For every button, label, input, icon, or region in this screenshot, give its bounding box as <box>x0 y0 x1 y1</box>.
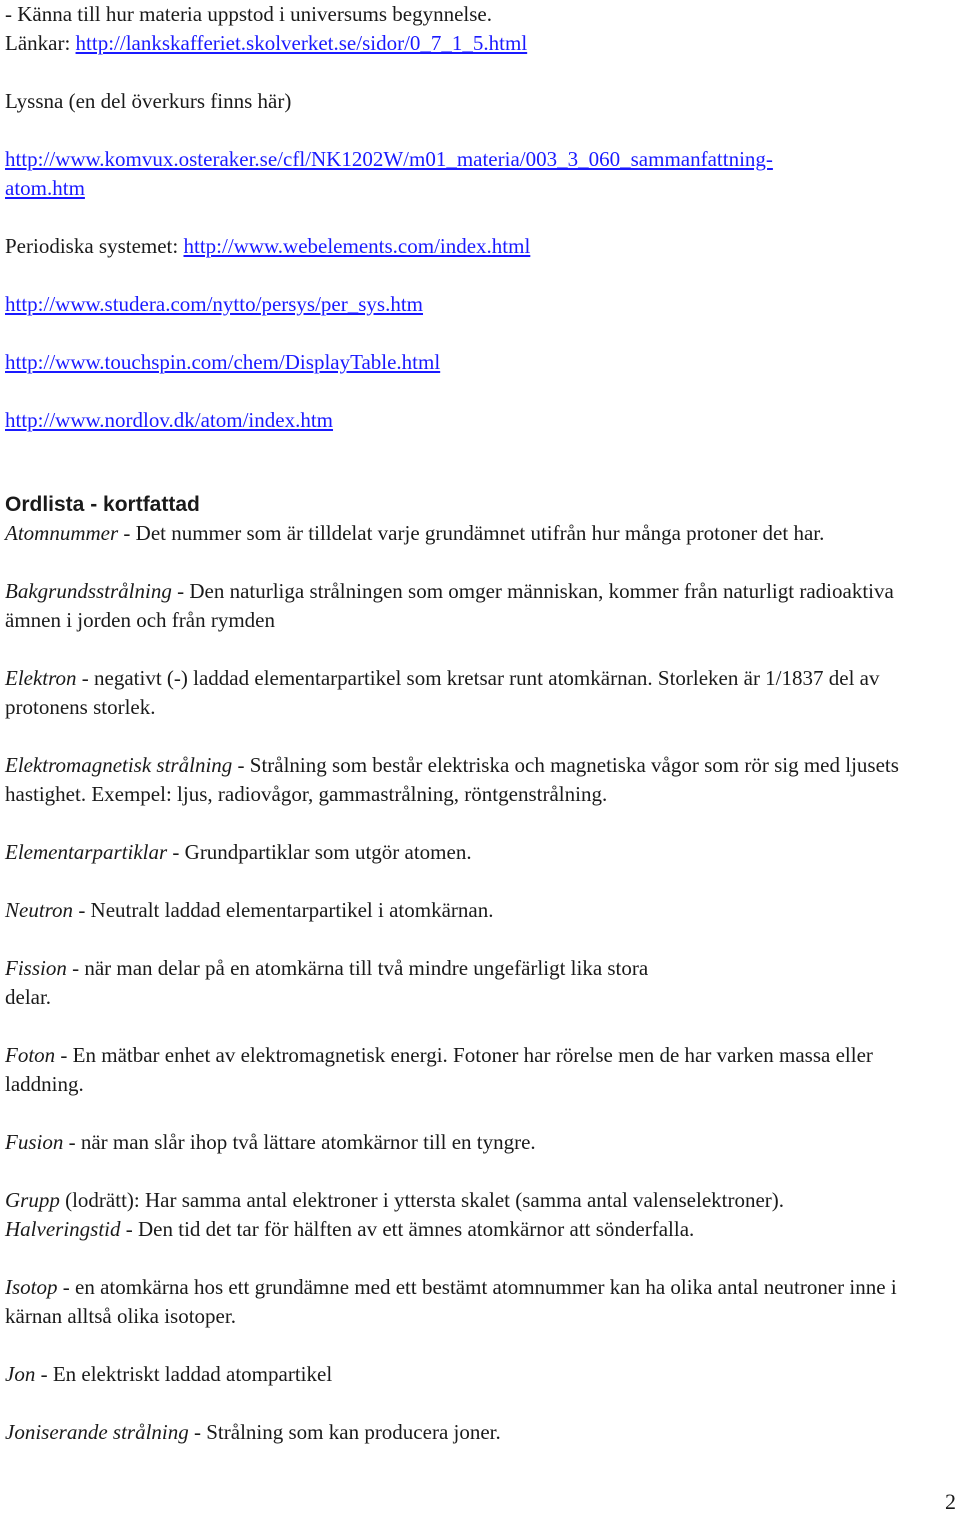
glossary-definition: - Neutralt laddad elementarpartikel i atomkärnan. <box>73 898 494 922</box>
link-nordlov[interactable]: http://www.nordlov.dk/atom/index.htm <box>5 408 334 432</box>
link-komvux-cont[interactable]: atom.htm <box>5 176 85 200</box>
glossary-term: Halveringstid <box>5 1217 121 1241</box>
glossary-entry-isotop <box>5 1273 955 1331</box>
glossary-definition: - Den naturliga strålningen som omger människan, kommer från naturligt radioaktiva ämnen i jorden och från rymden <box>5 579 894 632</box>
glossary-entry-jon <box>5 1360 955 1389</box>
glossary-term: Jon <box>5 1362 36 1386</box>
glossary-entry-fission <box>5 954 955 1012</box>
glossary-term: Joniserande strålning <box>5 1420 189 1444</box>
nordlov-link-line <box>5 406 955 435</box>
glossary-term: Foton <box>5 1043 56 1067</box>
glossary-term: Atomnummer <box>5 521 119 545</box>
link-touchspin[interactable]: http://www.touchspin.com/chem/DisplayTable.html <box>5 350 441 374</box>
glossary-entry-atomnummer <box>5 519 955 548</box>
glossary-definition: - Strålning som kan producera joner. <box>188 1420 501 1444</box>
glossary-term: Fission <box>5 956 67 980</box>
glossary-definition: - en atomkärna hos ett grundämne med ett bestämt atomnummer kan ha olika antal neutroner inne i kärnan alltså olika isotoper. <box>5 1275 897 1328</box>
glossary-definition: - Strålning som består elektriska och magnetiska vågor som rör sig med ljusets hastighet. Exempel: ljus, radiovågor, gammastrålning, röntgenstrålning. <box>5 753 899 806</box>
glossary-definition: - när man slår ihop två lättare atomkärnor till en tyngre. <box>63 1130 536 1154</box>
glossary-definition: (lodrätt): Har samma antal elektroner i yttersta skalet (samma antal valenselektroner). <box>59 1188 785 1212</box>
glossary-entry-bakgrundsstralning <box>5 577 955 635</box>
listen-line: Lyssna (en del överkurs finns här) <box>5 89 292 113</box>
periodic-label: Periodiska systemet: <box>5 234 179 258</box>
glossary-definition: - En elektriskt laddad atompartikel <box>35 1362 333 1386</box>
glossary-term: Elektromagnetisk strålning <box>5 753 233 777</box>
glossary-entry-foton <box>5 1041 955 1099</box>
glossary-heading: Ordlista - kortfattad <box>5 493 200 516</box>
link-webelements[interactable]: http://www.webelements.com/index.html <box>183 234 531 258</box>
page-number: 2 <box>945 1489 956 1514</box>
glossary-definition: - En mätbar enhet av elektromagnetisk energi. Fotoner har rörelse men de har varken massa eller laddning. <box>5 1043 873 1096</box>
periodic-line <box>5 232 955 261</box>
glossary-term: Neutron <box>5 898 74 922</box>
studera-link-line <box>5 290 955 319</box>
link-komvux[interactable]: http://www.komvux.osteraker.se/cfl/NK1202W/m01_materia/003_3_060_sammanfattning- <box>5 147 773 171</box>
glossary-entry-halveringstid <box>5 1215 955 1244</box>
touchspin-link-line <box>5 348 955 377</box>
glossary-definition: - negativt (-) laddad elementarpartikel som kretsar runt atomkärnan. Storleken är 1/1837 del av protonens storlek. <box>5 666 880 719</box>
glossary-definition: - när man delar på en atomkärna till två mindre ungefärligt lika stora <box>66 956 649 980</box>
glossary-entry-grupp <box>5 1186 955 1215</box>
link-lankskafferiet[interactable]: http://lankskafferiet.skolverket.se/sidor/0_7_1_5.html <box>75 31 528 55</box>
glossary-term: Elementarpartiklar <box>5 840 168 864</box>
glossary-term: Fusion <box>5 1130 64 1154</box>
glossary-entry-fusion <box>5 1128 955 1157</box>
glossary-entry-elektron <box>5 664 955 722</box>
glossary-definition-cont: delar. <box>5 985 52 1009</box>
glossary-definition: - Det nummer som är tilldelat varje grundämnet utifrån hur många protoner det har. <box>118 521 825 545</box>
glossary-term: Elektron <box>5 666 77 690</box>
glossary-entry-elektromagnetisk-stralning <box>5 751 955 809</box>
intro-line: - Känna till hur materia uppstod i universums begynnelse. <box>5 2 492 26</box>
links-label: Länkar: <box>5 31 71 55</box>
glossary-term: Isotop <box>5 1275 58 1299</box>
links-line <box>5 29 955 58</box>
glossary-entry-joniserande-stralning <box>5 1418 955 1447</box>
glossary-entry-elementarpartiklar <box>5 838 955 867</box>
glossary-definition: - Den tid det tar för hälften av ett ämnes atomkärnor att sönderfalla. <box>120 1217 695 1241</box>
document-page <box>5 0 955 1447</box>
glossary-definition: - Grundpartiklar som utgör atomen. <box>167 840 472 864</box>
link-studera[interactable]: http://www.studera.com/nytto/persys/per_sys.htm <box>5 292 424 316</box>
komvux-link-line <box>5 145 955 203</box>
glossary-entry-neutron <box>5 896 955 925</box>
glossary-term: Bakgrundsstrålning <box>5 579 172 603</box>
glossary-term: Grupp <box>5 1188 60 1212</box>
